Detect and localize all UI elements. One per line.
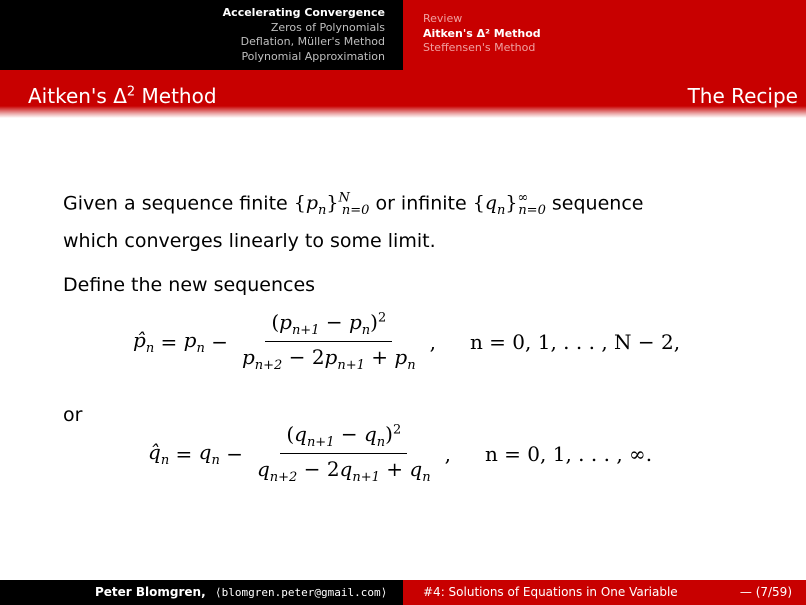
fraction-p: $\frac{(p_{n+1} - p_n)^2}{p_{n+2} - 2p_{n+1} + p_n}$	[241, 310, 416, 373]
intro-text-1: Given a sequence finite	[63, 192, 294, 215]
footer-author-block	[0, 580, 403, 605]
nav-subsection-steffensen[interactable]: Steffensen's Method	[423, 41, 536, 54]
footer-talk-title: #4: Solutions of Equations in One Variable	[423, 585, 678, 599]
footer-talk-block	[403, 580, 806, 605]
nav-section-accelerating-convergence[interactable]: Accelerating Convergence	[222, 6, 385, 19]
footer-page-number: — (7/59)	[739, 585, 792, 599]
headline-bar	[0, 0, 806, 70]
fraction-q: $\frac{(q_{n+1} - q_n)^2}{q_{n+2} - 2q_{n+1} + q_n}$	[256, 422, 431, 485]
define-text: Define the new sequences	[63, 274, 316, 297]
finite-sequence-math: $\{p_n\}^N_{n=0}$	[293, 191, 370, 219]
frame-title-text: Aitken's Δ	[28, 84, 127, 108]
footer-author: Peter Blomgren,	[95, 585, 206, 599]
footer-email[interactable]: ⟨blomgren.peter@gmail.com⟩	[215, 586, 388, 599]
range-p: n = 0, 1, . . . , N − 2,	[469, 329, 681, 354]
nav-section-deflation-muller[interactable]: Deflation, Müller's Method	[240, 35, 385, 48]
or-text: or	[63, 404, 83, 426]
slide-body	[63, 184, 783, 300]
frame-title	[28, 84, 217, 108]
equation-p-hat: $p̂_n$ = $p_n$ − $\frac{(p_{n+1} - p_n)^2}{p_{n+2} - 2p_{n+1} + p_n}$ , n = 0, 1, . . . , N − 2,	[133, 310, 681, 373]
infinite-sequence-math: $\{q_n\}^\infty_{n=0}$	[472, 191, 546, 219]
intro-text-4: which converges linearly to some limit.	[63, 230, 436, 253]
frame-title-rest: Method	[135, 84, 217, 108]
frame-title-sup: 2	[126, 84, 136, 100]
range-q: n = 0, 1, . . . , ∞.	[484, 441, 653, 466]
nav-section-zeros-of-polynomials[interactable]: Zeros of Polynomials	[270, 20, 385, 34]
equation-q-hat: $q̂_n$ = $q_n$ − $\frac{(q_{n+1} - q_n)^2}{q_{n+2} - 2q_{n+1} + q_n}$ , n = 0, 1, . . . , ∞.	[148, 422, 653, 485]
intro-text-2: or infinite	[369, 192, 473, 215]
nav-subsection-aitken[interactable]: Aitken's Δ² Method	[423, 26, 541, 40]
footer-bar	[0, 580, 806, 605]
frame-title-bar	[0, 70, 806, 118]
intro-paragraph	[63, 184, 783, 256]
nav-section-polynomial-approximation[interactable]: Polynomial Approximation	[241, 49, 385, 63]
section-navigation	[0, 0, 403, 70]
nav-subsection-review[interactable]: Review	[423, 12, 463, 25]
intro-text-3: sequence	[545, 192, 644, 215]
subsection-navigation	[403, 0, 806, 70]
frame-subtitle: The Recipe	[687, 84, 798, 108]
